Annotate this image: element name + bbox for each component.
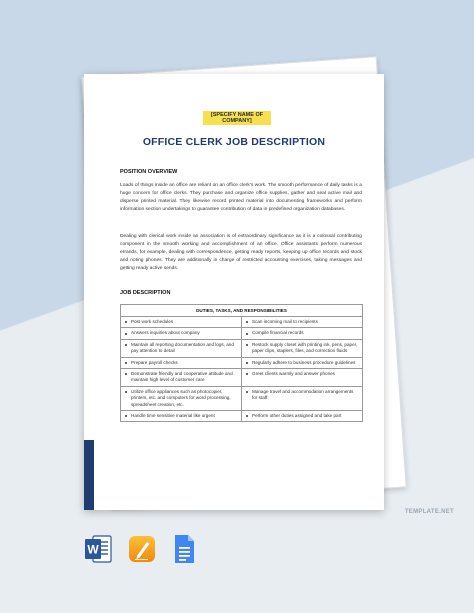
duty-cell: Manage travel and accommodation arrangements for staff xyxy=(242,386,363,410)
position-overview-heading: POSITION OVERVIEW xyxy=(120,169,178,175)
pages-icon[interactable] xyxy=(128,534,156,564)
google-docs-icon[interactable] xyxy=(170,534,198,564)
bullet-icon xyxy=(246,333,248,335)
table-row xyxy=(121,339,363,357)
duty-cell: Maintain all reporting documentation and logs, and pay attention to detail xyxy=(121,339,242,357)
word-icon-letter: W xyxy=(87,542,99,557)
duties-table xyxy=(120,304,363,422)
bullet-icon xyxy=(125,321,127,323)
duty-cell: Perform other duties assigned and take part xyxy=(242,411,363,422)
overview-paragraph-1: Loads of things inside an office are reliant on an office clerk’s work. The smooth performance of daily tasks is a huge concern for office clerks. They purchase and organize office supplies, gather and seal active mail and disperse printed material. They likewise record printed material into documenting frameworks and perform information section undertakings to guarantee contribution of data in predefined organization databases. xyxy=(120,183,362,212)
table-row xyxy=(121,411,363,422)
duty-cell: Regularly adhere to business procedure guidelines xyxy=(242,357,363,368)
duty-cell: Post work schedules xyxy=(121,317,242,328)
bullet-icon xyxy=(246,344,248,346)
bullet-icon xyxy=(246,415,248,417)
duty-cell: Greet clients warmly and answer phones xyxy=(242,369,363,387)
bullet-icon xyxy=(125,415,127,417)
duty-cell: Compile financial records xyxy=(242,328,363,339)
company-name-placeholder: [SPECIFY NAME OF COMPANY] xyxy=(203,111,271,125)
bullet-icon xyxy=(246,391,248,393)
overview-paragraph-2: Dealing with clerical work inside an association is of extraordinary significance as it is a colossal contributing component in the smooth working and accomplishment of an office. Office assistants perform numerous errands, for example, dealing with correspondence, getting ready reports, keeping up office records and stock and noting phones. They are additionally in charge of restricted accounting exercises, taking messages and getting ready active sends. xyxy=(120,234,362,271)
duty-cell: Prepare payroll checks xyxy=(121,357,242,368)
duty-cell: Scan incoming mail to recipients xyxy=(242,317,363,328)
table-row xyxy=(121,328,363,339)
table-row xyxy=(121,369,363,387)
job-description-heading: JOB DESCRIPTION xyxy=(120,290,171,296)
duties-table-header: DUTIES, TASKS, AND RESPONSIBILITIES xyxy=(121,305,363,317)
bullet-icon xyxy=(125,362,127,364)
bullet-icon xyxy=(246,362,248,364)
word-icon[interactable] xyxy=(84,534,112,564)
duty-cell: Handle time sensitive material like urgent xyxy=(121,411,242,422)
duty-cell: Answers inquiries about company xyxy=(121,328,242,339)
duty-cell: Demonstrate friendly and cooperative attitude and maintain high level of customer care xyxy=(121,369,242,387)
bullet-icon xyxy=(125,344,127,346)
table-row xyxy=(121,386,363,410)
document-page xyxy=(84,74,384,510)
accent-bar xyxy=(84,440,94,510)
bullet-icon xyxy=(246,373,248,375)
duty-cell: Restock supply closet with printing ink, pens, paper, paper clips, staplers, files, and correction fluids xyxy=(242,339,363,357)
bullet-icon xyxy=(125,391,127,393)
bullet-icon xyxy=(125,373,127,375)
bullet-icon xyxy=(246,321,248,323)
document-title: OFFICE CLERK JOB DESCRIPTION xyxy=(142,136,326,148)
table-row xyxy=(121,317,363,328)
bullet-icon xyxy=(125,333,127,335)
duty-cell: Utilize office appliances such as photocopier, printers, etc. and computers for word processing, spreadsheet creation, etc. xyxy=(121,386,242,410)
brand-watermark: TEMPLATE.NET xyxy=(404,509,454,515)
table-row xyxy=(121,357,363,368)
